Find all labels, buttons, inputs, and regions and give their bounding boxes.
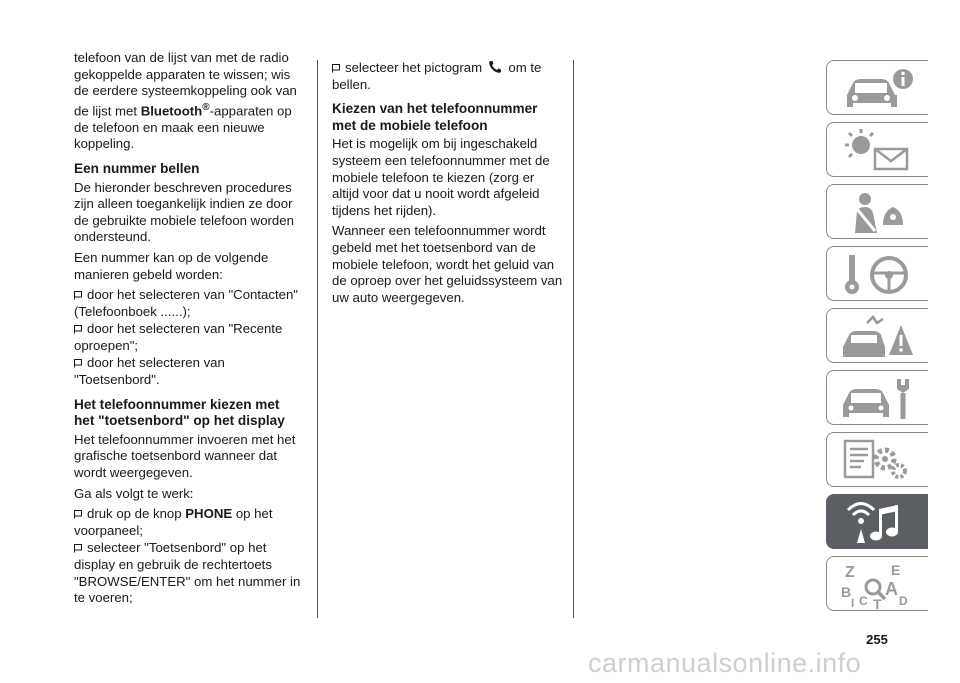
bullet-icon [74, 359, 82, 368]
key-steering-wheel-icon [839, 251, 919, 299]
letter-t: T [873, 596, 882, 611]
tab-index[interactable] [826, 556, 928, 611]
kiezen-paragraph: Het is mogelijk om bij ingeschakeld systeem een telefoonnummer met de mobiele telefoon te kiezen (zorg er altijd voor dat u nooit wordt afgeleid tijdens het rijden). [332, 136, 550, 218]
watermark: carmanualsonline.info [588, 648, 862, 678]
list-item: door het selecteren van "Toetsenbord". [74, 355, 225, 388]
intro-paragraph: telefoon van de lijst van met de radio gekoppelde apparaten te wissen; wis de eerdere systeemkoppeling ook van de lijst met Bluetooth®-apparaten op de telefoon en maak een nieuwe koppeling. [74, 50, 297, 152]
column-divider [317, 60, 318, 618]
bluetooth-term: Bluetooth [140, 103, 203, 119]
letter-c: C [859, 594, 868, 608]
tab-safety[interactable] [826, 184, 928, 239]
work-paragraph: Ga als volgt te werk: [74, 485, 194, 501]
tab-start-driving[interactable] [826, 246, 928, 301]
list-item: door het selecteren van "Contacten" (Telefoonboek ......); [74, 287, 298, 319]
left-text-column [74, 50, 302, 608]
car-emergency-icon [839, 313, 919, 361]
lights-message-icon [839, 127, 919, 175]
letter-i: I [851, 596, 855, 610]
bullet-icon [332, 64, 340, 73]
multimedia-music-icon [839, 499, 919, 547]
display-paragraph: Het telefoonnummer invoeren met het grafische toetsenbord wanneer dat wordt weergegeven. [74, 431, 296, 481]
bullet-icon [74, 325, 82, 334]
procedures-paragraph: De hieronder beschreven procedures zijn alleen toegankelijk indien ze door de gebruikte mobiele telefoon worden ondersteund. [74, 179, 294, 245]
page-number: 255 [866, 632, 888, 647]
list-item: door het selecteren van "Recente oproepen"; [74, 321, 283, 353]
index-alphabet-icon [839, 561, 919, 611]
column-divider [573, 60, 574, 618]
tab-emergency[interactable] [826, 308, 928, 363]
heading-display: Het telefoonnummer kiezen met het "toetsenbord" op het display [74, 396, 285, 429]
car-info-icon [839, 65, 919, 113]
phone-button-term: PHONE [185, 506, 233, 522]
gebeld-paragraph: Wanneer een telefoonnummer wordt gebeld met het toetsenbord van de mobiele telefoon, wordt het geluid van de oproep over het geluidssysteem van uw auto weergegeven. [332, 223, 563, 305]
tab-maintenance[interactable] [826, 370, 928, 425]
tab-lights-messages[interactable] [826, 122, 928, 177]
heading-bellen: Een nummer bellen [74, 160, 200, 176]
bullet-icon [74, 291, 82, 300]
seatbelt-airbag-icon [839, 189, 919, 237]
specifications-gear-icon [839, 437, 919, 485]
letter-e: E [891, 562, 901, 578]
list-item: druk op de knop PHONE op het voorpaneel; [74, 506, 273, 538]
list-item: selecteer "Toetsenbord" op het display en gebruik de rechtertoets "BROWSE/ENTER" om het nummer in te voeren; [74, 540, 301, 606]
phone-handset-icon [488, 60, 503, 74]
letter-b: B [841, 584, 852, 600]
middle-text-column [332, 60, 564, 310]
bullet-icon [74, 544, 82, 553]
tab-car-info[interactable] [826, 60, 928, 115]
letter-d: D [899, 594, 908, 608]
bullet-icon [74, 510, 82, 519]
heading-kiezen: Kiezen van het telefoonnummer met de mobiele telefoon [332, 101, 538, 133]
letter-a: A [885, 579, 898, 599]
list-item: selecteer het pictogram om te bellen. [332, 60, 542, 92]
registered-mark: ® [202, 101, 210, 113]
letter-z: Z [845, 564, 855, 581]
options-paragraph: Een nummer kan op de volgende manieren gebeld worden: [74, 249, 269, 282]
car-service-icon [839, 375, 919, 423]
tab-multimedia[interactable] [826, 494, 928, 549]
tab-technical-data[interactable] [826, 432, 928, 487]
